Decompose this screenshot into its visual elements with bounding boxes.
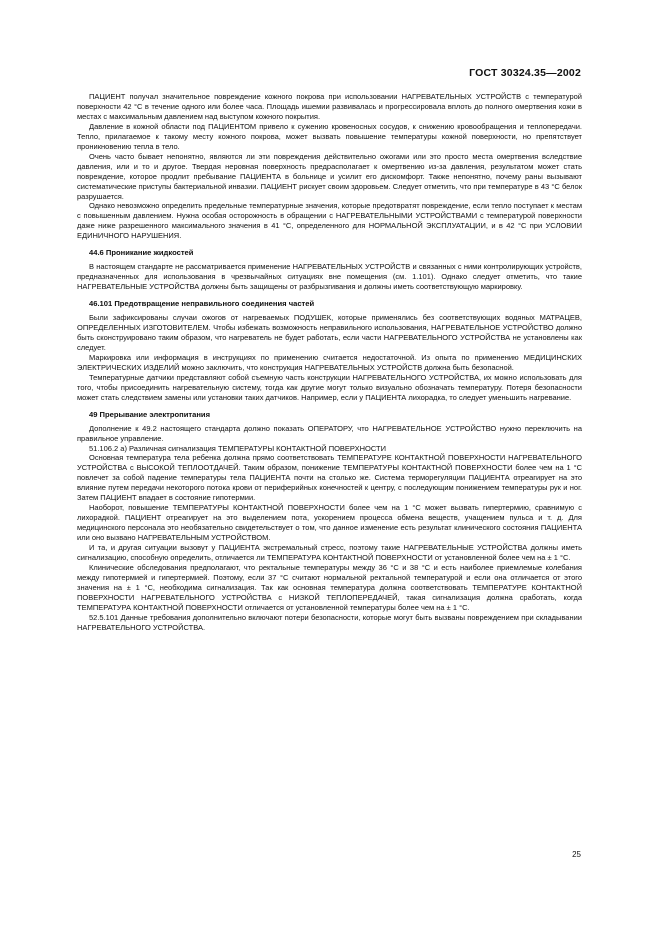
paragraph: 51.106.2 а) Различная сигнализация ТЕМПЕРАТУРЫ КОНТАКТНОЙ ПОВЕРХНОСТИ [89, 443, 386, 453]
paragraph: Маркировка или информация в инструкциях по применению считается недостаточной. Из опыта по применению МЕДИЦИНСКИХ ЭЛЕКТРИЧЕСКИХ ИЗДЕЛИЙ можно заключить, что конструкция НАГРЕВАТЕЛЬНЫХ УСТРОЙСТВ должна быть безопасной. [77, 352, 582, 372]
paragraph: Дополнение к 49.2 настоящего стандарта должно показать ОПЕРАТОРУ, что НАГРЕВАТЕЛЬНОЕ УСТРОЙСТВО нужно переключить на правильное управление. [77, 423, 582, 443]
paragraph: И та, и другая ситуации вызовут у ПАЦИЕНТА экстремальный стресс, поэтому такие НАГРЕВАТЕЛЬНЫЕ УСТРОЙСТВА должны иметь сигнализацию, способную определить, отличается ли ТЕМПЕРАТУРА КОНТАКТНОЙ ПОВЕРХНОСТИ от установленной более чем на ± 1 °С. [77, 543, 582, 562]
section-heading-49: 49 Прерывание электропитания [89, 409, 211, 419]
paragraph: В настоящем стандарте не рассматривается применение НАГРЕВАТЕЛЬНЫХ УСТРОЙСТВ и связанных с ними контролирующих устройств, предназначенных для использования в чрезвычайных ситуациях вне помещения (см. 1.101). Однако следует отметить, что такие НАГРЕВАТЕЛЬНЫЕ УСТРОЙСТВА должны быть защищены от разбрызгивания и должны иметь соответствующую маркировку. [77, 262, 582, 292]
paragraph: Давление в кожной области под ПАЦИЕНТОМ привело к сужению кровеносных сосудов, к снижению кровообращения и теплопередачи. Тепло, прилагаемое к такому месту кожного покрова, может вызвать повышение температуры кожной поверхности, но препятствует проникновению тепла в тело. [77, 121, 582, 151]
paragraph: ПАЦИЕНТ получал значительное повреждение кожного покрова при использовании НАГРЕВАТЕЛЬНЫХ УСТРОЙСТВ с температурой поверхности 42 °С в течение одного или более часа. Площадь ишемии развивалась и прогрессировала вплоть до полного омертвения кожи в местах с максимальным давлением над выступом кожного покрытия. [77, 92, 582, 121]
paragraph: Однако невозможно определить предельные температурные значения, которые предотвратят повреждение, если тепло поступает к местам с повышенным давлением. Нужна особая осторожность в обращении с НАГРЕВАТЕЛЬНЫМИ УСТРОЙСТВАМИ с температурой поверхности даже ниже разрешенного максимального значения в 41 °С, определенного для НОРМАЛЬНОЙ ЭКСПЛУАТАЦИИ, и в 42 °С при УСЛОВИИ ЕДИНИЧНОГО НАРУШЕНИЯ. [77, 201, 582, 241]
paragraph: Наоборот, повышение ТЕМПЕРАТУРЫ КОНТАКТНОЙ ПОВЕРХНОСТИ более чем на 1 °С может вызвать гипертермию, сравнимую с лихорадкой. ПАЦИЕНТ отреагирует на это выделением пота, ускорением процесса обмена веществ, учащением пульса и т. д. Для медицинского персонала это необязательно свидетельствует о том, что данное изменение есть результат клинического состояния ПАЦИЕНТА или оно вызвано НАГРЕВАТЕЛЬНЫМ УСТРОЙСТВОМ. [77, 503, 582, 543]
paragraph: Клинические обследования предполагают, что ректальные температуры между 36 °С и 38 °С и есть наиболее приемлемые колебания между гипотермией и гипертермией. Поэтому, если 37 °С считают нормальной ректальной температурой и если она отличается от этого значения на ± 1 °С, необходима сигнализация. Так как основная температура должна соответствовать ТЕМПЕРАТУРЕ КОНТАКТНОЙ ПОВЕРХНОСТИ НАГРЕВАТЕЛЬНОГО УСТРОЙСТВА с НИЗКОЙ ТЕПЛОПЕРЕДАЧЕЙ, такая сигнализация должна сработать, когда ТЕМПЕРАТУРА КОНТАКТНОЙ ПОВЕРХНОСТИ отличается от установленной температуры более чем на ± 1 °С. [77, 562, 582, 612]
standard-header: ГОСТ 30324.35—2002 [469, 67, 581, 79]
paragraph: 52.5.101 Данные требования дополнительно включают потери безопасности, которые могут быть вызваны повреждением при складывании НАГРЕВАТЕЛЬНОГО УСТРОЙСТВА. [77, 612, 582, 632]
paragraph: Были зафиксированы случаи ожогов от нагреваемых ПОДУШЕК, которые применялись без соответствующих водяных МАТРАЦЕВ, ОПРЕДЕЛЕННЫХ ИЗГОТОВИТЕЛЕМ. Чтобы избежать возможность неправильного использования, НАГРЕВАТЕЛЬНОЕ УСТРОЙСТВО должно быть сконструировано таким образом, что нагреватель не будет работать, если части НАГРЕВАТЕЛЬНОГО УСТРОЙСТВА не установлены как следует. [77, 313, 582, 352]
paragraph: Основная температура тела ребенка должна прямо соответствовать ТЕМПЕРАТУРЕ КОНТАКТНОЙ ПОВЕРХНОСТИ НАГРЕВАТЕЛЬНОГО УСТРОЙСТВА с ВЫСОКОЙ ТЕПЛООТДАЧЕЙ. Таким образом, понижение ТЕМПЕРАТУРЫ КОНТАКТНОЙ ПОВЕРХНОСТИ более чем на 1 °С повлечет за собой падение температуры тела ПАЦИЕНТА почти на столько же. Система терморегуляции ПАЦИЕНТА отреагирует на это влияние путем передачи некоторого потока крови от периферийных конечностей к центру, с последующим понижением температуры рук и ног. Затем ПАЦИЕНТ впадает в состояние гипотермии. [77, 453, 582, 503]
page-number: 25 [572, 850, 581, 859]
paragraph: Температурные датчики представляют собой съемную часть конструкции НАГРЕВАТЕЛЬНОГО УСТРОЙСТВА, их можно использовать для того, чтобы присоединить нагревательную систему, тогда как другие могут только визуально обозначать температуру. Потеря безопасности может стать следствием замены или установки таких датчиков. Например, если у ПАЦИЕНТА лихорадка, то следует уменьшить нагревание. [77, 372, 582, 402]
section-heading-44-6: 44.6 Проникание жидкостей [89, 248, 194, 258]
document-body [77, 92, 582, 633]
section-heading-46-101: 46.101 Предотвращение неправильного соединения частей [89, 299, 315, 309]
paragraph: Очень часто бывает непонятно, являются ли эти повреждения действительно ожогами или это просто места омертвения вследствие давления, или и то и другое. Твердая неровная поверхность предрасполагает к омертвению из-за давления, результатом может стать повреждение, которое продлит пребывание ПАЦИЕНТА в больнице и усилит его дискомфорт. Также непонятно, почему раны вызывают систематические приступы бактериальной инвазии. ПАЦИЕНТ рискует своим здоровьем. Следует отметить, что при температуре в 43 °С белок разрушается. [77, 151, 582, 201]
